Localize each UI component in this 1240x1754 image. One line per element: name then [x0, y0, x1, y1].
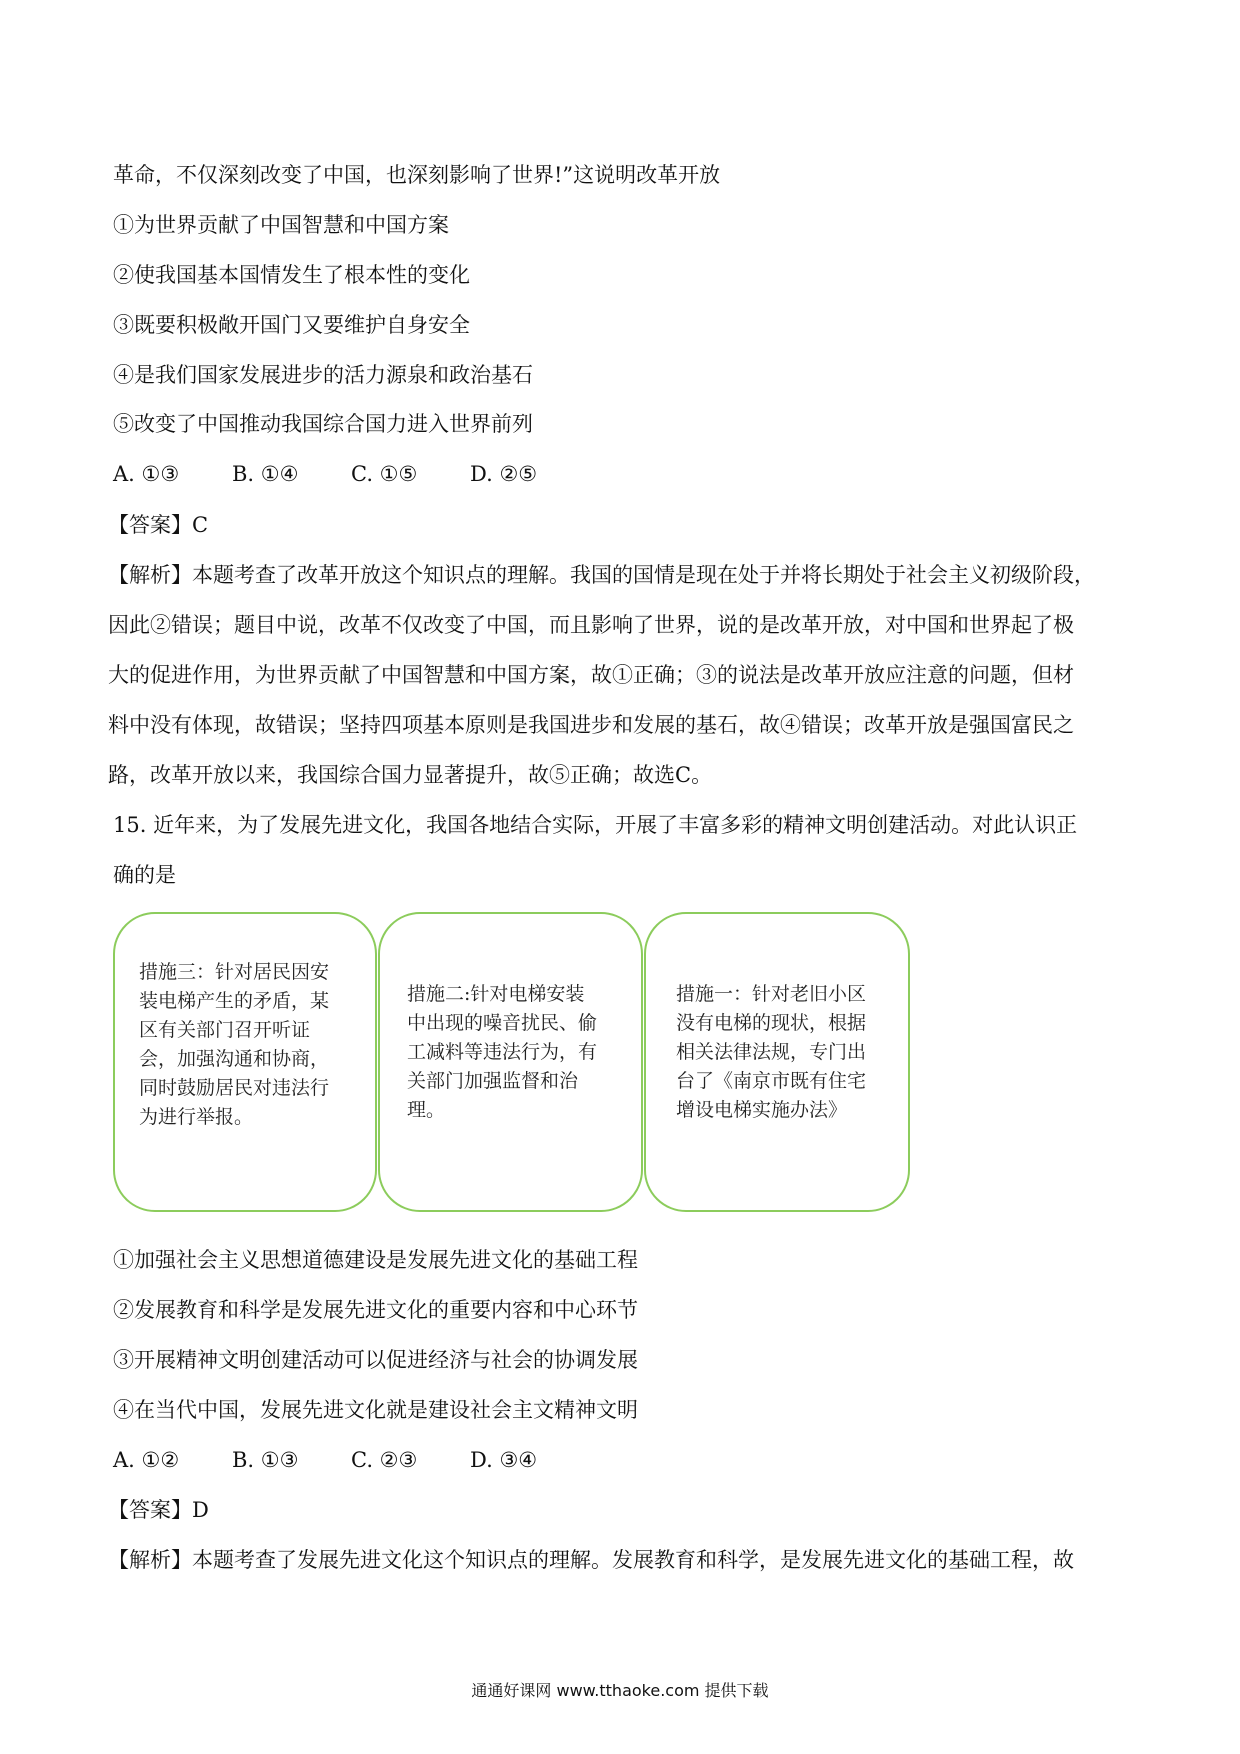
measure-box-2	[378, 912, 643, 1212]
measure-box-1	[644, 912, 910, 1212]
q14-answer: 【答案】C	[108, 513, 209, 537]
q15-option-b: B. ①③	[232, 1448, 299, 1472]
q15-analysis: 【解析】本题考查了发展先进文化这个知识点的理解。发展教育和科学，是发展先进文化的基础工程，故	[108, 1548, 1074, 1572]
q14-statement-1: ①为世界贡献了中国智慧和中国方案	[113, 213, 449, 237]
q14-analysis-line-2: 因此②错误；题目中说，改革不仅改变了中国，而且影响了世界，说的是改革开放，对中国和世界起了极	[108, 613, 1074, 637]
q15-stem	[113, 812, 1128, 912]
measure-1-text: 措施一：针对老旧小区没有电梯的现状，根据相关法律法规，专门出台了《南京市既有住宅增设电梯实施办法》	[676, 983, 867, 1121]
q14-option-d: D. ②⑤	[470, 462, 538, 486]
measure-box-3	[113, 912, 377, 1212]
page-footer: 通通好课网 www.tthaoke.com 提供下载	[471, 1681, 769, 1700]
q14-analysis	[108, 562, 1123, 812]
q15-option-d: D. ③④	[470, 1448, 538, 1472]
q14-analysis-line-1: 【解析】本题考查了改革开放这个知识点的理解。我国的国情是现在处于并将长期处于社会主义初级阶段，	[108, 563, 1095, 587]
q15-statement-2: ②发展教育和科学是发展先进文化的重要内容和中心环节	[113, 1298, 638, 1322]
measure-2-text: 措施二:针对电梯安装中出现的噪音扰民、偷工减料等违法行为，有关部门加强监督和治理。	[407, 983, 598, 1121]
q15-stem-line-1: 15. 近年来，为了发展先进文化，我国各地结合实际，开展了丰富多彩的精神文明创建活动。对此认识正	[113, 813, 1078, 837]
q14-analysis-line-5: 路，改革开放以来，我国综合国力显著提升，故⑤正确；故选C。	[108, 763, 713, 787]
q14-statement-2: ②使我国基本国情发生了根本性的变化	[113, 263, 470, 287]
q15-answer: 【答案】D	[108, 1498, 209, 1522]
q14-options	[113, 461, 537, 487]
q14-option-c: C. ①⑤	[351, 462, 418, 486]
q14-statement-3: ③既要积极敞开国门又要维护自身安全	[113, 313, 470, 337]
q14-option-b: B. ①④	[232, 462, 299, 486]
q14-stem-tail: 革命，不仅深刻改变了中国，也深刻影响了世界!”这说明改革开放	[113, 163, 721, 187]
q14-analysis-line-3: 大的促进作用，为世界贡献了中国智慧和中国方案，故①正确；③的说法是改革开放应注意的问题，但材	[108, 663, 1074, 687]
q15-option-a: A. ①②	[113, 1448, 180, 1472]
q15-statement-1: ①加强社会主义思想道德建设是发展先进文化的基础工程	[113, 1248, 638, 1272]
measure-3-text: 措施三：针对居民因安装电梯产生的矛盾，某区有关部门召开听证会，加强沟通和协商，同时鼓励居民对违法行为进行举报。	[139, 961, 330, 1128]
q14-statement-4: ④是我们国家发展进步的活力源泉和政治基石	[113, 363, 533, 387]
q15-statement-4: ④在当代中国，发展先进文化就是建设社会主文精神文明	[113, 1398, 638, 1422]
q15-option-c: C. ②③	[351, 1448, 418, 1472]
q15-statement-3: ③开展精神文明创建活动可以促进经济与社会的协调发展	[113, 1348, 638, 1372]
q14-analysis-line-4: 料中没有体现，故错误；坚持四项基本原则是我国进步和发展的基石，故④错误；改革开放是强国富民之	[108, 713, 1074, 737]
q15-stem-line-2: 确的是	[113, 863, 176, 887]
q14-option-a: A. ①③	[113, 462, 180, 486]
q15-options	[113, 1447, 537, 1473]
q14-statement-5: ⑤改变了中国推动我国综合国力进入世界前列	[113, 412, 533, 436]
